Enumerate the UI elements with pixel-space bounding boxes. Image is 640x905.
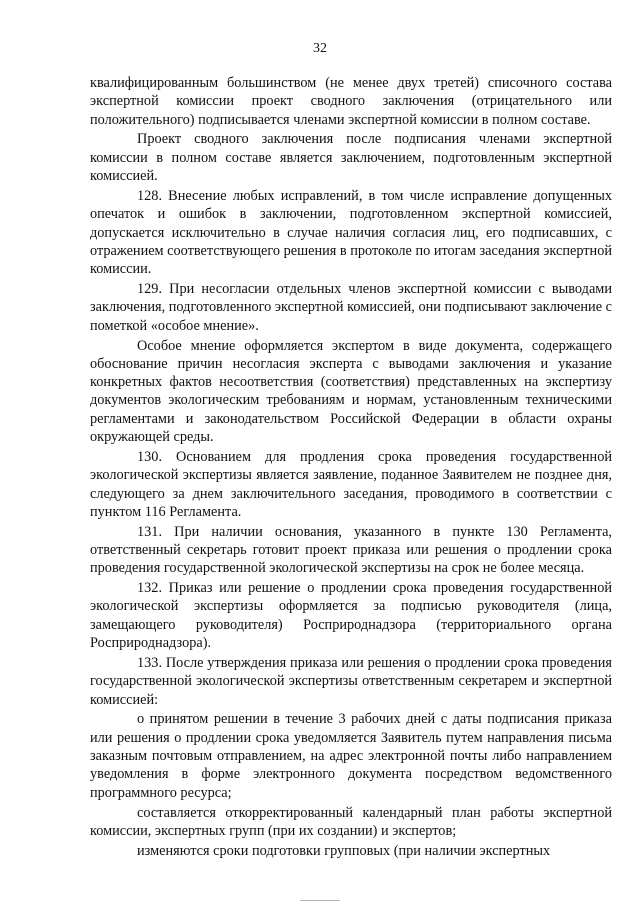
paragraph-clause-128: 128. Внесение любых исправлений, в том числе исправление допущенных опечаток и ошибок в заключении, подготовленном экспертной комиссией, допускается исключительно в случае наличия согласия лиц, его подписавших, с отражением соответствующего решения в протоколе по итогам заседания экспертной комиссии. <box>90 187 612 278</box>
scan-edge-mark <box>300 900 340 901</box>
paragraph-continuation: квалифицированным большинством (не менее двух третей) списочного состава экспертной комиссии проект сводного заключения (отрицательного или положительного) подписывается членами экспертной комиссии в полном составе. <box>90 75 612 128</box>
paragraph-clause-130: 130. Основанием для продления срока проведения государственной экологической экспертизы является заявление, поданное Заявителем не позднее дня, следующего за днем заключительного заседания, проводимого в соответствии с пунктом 116 Регламента. <box>90 448 612 520</box>
paragraph-clause-133-item-notify: о принятом решении в течение 3 рабочих дней с даты подписания приказа или решения о продлении срока уведомляется Заявитель путем направления письма заказным почтовым отправлением, на адрес электронной почты либо направлением уведомления в форме электронного документа посредством ведомственного программного ресурса; <box>90 711 612 801</box>
document-body <box>90 74 612 862</box>
paragraph-clause-129: 129. При несогласии отдельных членов экспертной комиссии с выводами заключения, подготовленного экспертной комиссией, они подписывают заключение с пометкой «особое мнение». <box>90 281 612 334</box>
paragraph-clause-131: 131. При наличии основания, указанного в пункте 130 Регламента, ответственный секретарь готовит проект приказа или решения о продлении срока проведения государственной экологической экспертизы на срок не более месяца. <box>90 523 612 577</box>
paragraph-clause-133-item-plan: составляется откорректированный календарный план работы экспертной комиссии, экспертных групп (при их создании) и экспертов; <box>90 804 612 839</box>
paragraph-clause-133: 133. После утверждения приказа или решения о продлении срока проведения государственной экологической экспертизы ответственным секретарем и экспертной комиссией: <box>90 654 612 708</box>
paragraph-clause-133-item-deadlines: изменяются сроки подготовки групповых (при наличии экспертных <box>137 842 551 859</box>
paragraph-clause-132: 132. Приказ или решение о продлении срока проведения государственной экологической экспертизы оформляется за подписью руководителя (лица, замещающего руководителя) Росприроднадзора (территориального органа Росприроднадзора). <box>90 580 612 652</box>
paragraph-dissenting-opinion: Особое мнение оформляется экспертом в виде документа, содержащего обоснование причин несогласия эксперта с выводами заключения и указание конкретных фактов несоответствия (соответствия) представленных на экспертизу документов экологическим требованиям и нормам, установленным техническими регламентами и законодательством Российской Федерации в области охраны окружающей среды. <box>90 337 612 446</box>
paragraph-draft-conclusion: Проект сводного заключения после подписания членами экспертной комиссии в полном составе является заключением, подготовленным экспертной комиссией. <box>90 131 612 185</box>
page-number: 32 <box>313 41 327 56</box>
